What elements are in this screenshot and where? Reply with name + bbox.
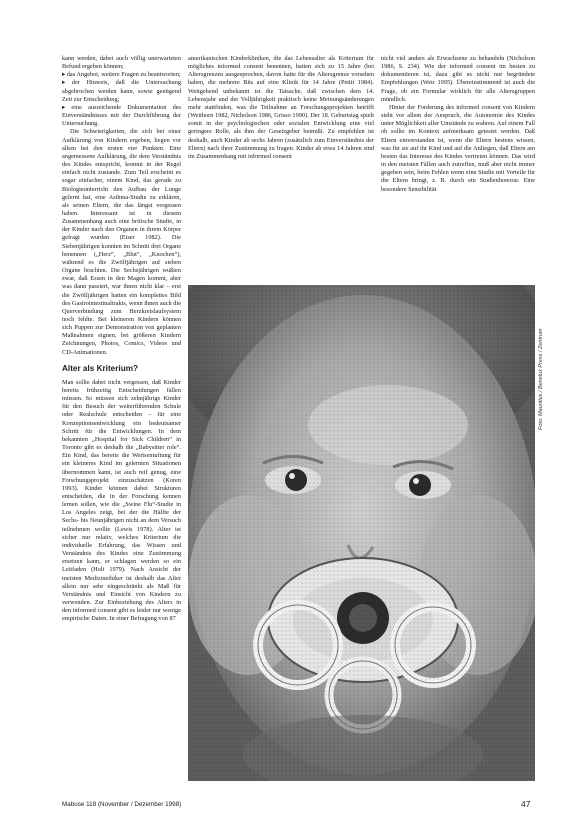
bullet-item: ▸ eine ausreichende Dokumentation des Einverständnisses mit der Durchführung der Untersuchung. [62, 104, 181, 128]
column3-paragraph: nicht viel anders als Erwachsene zu behandeln (Nicholson 1986, S. 234). Wie der informed consent im besten zu dokumentieren ist, dazu gibt es nicht nur begründete Empfehlungen (Weir 1995). Übereinstimmend ist auch die Frage, ob ein Formular wirklich für alle Altersgruppen mündlich. [381, 55, 535, 103]
journal-footer: Mabuse 118 (November / Dezember 1998) [62, 801, 182, 808]
bullet-item: ▸ der Hinweis, daß die Untersuchung abgebrochen werden kann, sowie genügend Zeit zur Entscheidung; [62, 79, 181, 103]
photo-credit: Foto: Mauritius / Benelux Press / Zentrum [538, 328, 544, 430]
bullet-item: ▸ das Angebot, weitere Fragen zu beantworten; [62, 71, 181, 79]
text-column-1 [62, 55, 181, 623]
baby-pacifier-photo [188, 285, 535, 781]
column1-paragraph-2: Man sollte dabei nicht vergessen, daß Kinder bereits frühzeitig Entscheidungen fällen müssen. So müssen sich zehnjährige Kinder für den Besuch der weiterführenden Schule oder Realschule entscheiden – für eine Konzeptionsentwicklung ein bedeutsamer Schritt für die Entwicklungen. In dem bekannten „Hospital for Sick Children“ in Toronto gibt es deshalb die „Babysitter role“. Ein Kind, das bereits die Wertsentuftung für ein kleineres Kind im gelernten Situationen übernommen kann, ist auch reif genug, eine Forschungsprojekt einzuschätzen (Koren 1993). Kinder können dabei Strukturen entscheiden, die in der Forschung kennen lernen sollen, wie die „Swine Flu“-Studie in Los Angeles zeigt, bei der die Hälfte der Sechs- bis Neunjährigen nicht an dem Versuch teilnehmen wollte (Lewis 1978). Alter ist sicher nur relativ, welches Kriterium die individuelle Erfahrung, das Wissen und Verständnis des Kindes eine Zustimmung ersetzen kann, er schlagen werden so ein Leitfaden (Holt 1979). Nach Ansicht der meisten Medizinethiker ist deshalb das Alter allein nur sehr eingeschränkt als Maß für Verständnis und Einsicht von Kindern zu verwenden. Zur Einbeziehung des Alters in den informed consent gibt es leider nur wenige empirische Daten. In einer Befragung von 87 [62, 378, 181, 623]
text-column-2 [188, 55, 374, 161]
column1-intro: kann werden, dabei auch völlig unerwarteten Befund ergeben können; [62, 55, 181, 71]
column2-paragraph: amerikanischen Kinderkliniken, die das Lebensalter als Kriterium für mögliches informed consent benennen, hatten sich zu 15 Jahre (bei Altersgrenzen ausgesprochen, davon hatte für die Altersgrenze vorsehen haben, die mehrere Bits auf eine Klinik für 14 Jahre (Pettit 1984). Weitgehend unbekannt ist die Tatsache, daß zwischen dem 14. Lebensjahr und der Volljährigkeit praktisch keine Meinungsänderungen mehr stattfinden, was die Teilnahme an Forschungsprojekten betrifft (Weithorn 1982, Nicholson 1986, Grisso 1990). Der 18. Geburtstag spielt somit in der psychologischen oder sozialen Entwicklung eine viel geringere Rolle, als ihm der Gesetzgeber beimißt. Zu empfehlen ist deshalb, auch Kinder ab sechs Jahren (zusätzlich zum Einverständnis der Eltern) nach ihrer Zustimmung zu fragen. Kinder ab etwa 14 Jahren sind im Zusammenhang mit informed consent [188, 55, 374, 160]
section-heading: Alter als Kriterium? [62, 363, 138, 373]
text-column-3 [381, 55, 535, 194]
column1-paragraph: Die Schwierigkeiten, die sich bei einer Aufklärung von Kindern ergeben, liegen vor allem bei den ersten vier Punkten. Eine angemessene Aufklärung, die dem Verständnis des Kindes entspricht, kommt in der Regel einfach nicht zustande. Zum Teil erscheint es sogar einfacher, einem Kind, das gerade zu Biologieunterricht den Aufbau der Lunge gelernt hat, eine Asthma-Studie zu erklären, als seinen Eltern, die das längst vergessen haben. Interessant ist in diesem Zusammenhang auch eine britische Studie, in der Kinder nach den Organen in ihrem Körper gefragt wurden (Eiser 1982). Die Siebenjährigen konnten im Schnitt drei Organe benennen („Herz“, „Blut“, „Knochen“), während es die Zwölfjährigen auf sieben Organe brachten. Die Sechsjährigen wußten zwar, daß Essen in den Magen kommt, aber was dann passiert, war ihnen nicht klar – erst die Zwölfjährigen hatten ein komplettes Bild des Gastrointestinaltrakts, wenn ihnen auch die Querverbindung zum Herzkreislaufsystem noch fehlte. Bei kleineren Kindern können sich Puppen zur Demonstration von geplanten Maßnahmen eignen, bei größeren Kindern Zeichnungen, Photos, Comics, Videos und CD-Animationen. [62, 128, 181, 356]
page-number: 47 [521, 799, 531, 809]
column3-paragraph-2: Hinter der Forderung des informed consent von Kindern steht vor allem der Anspruch, die Autonomie des Kindes unter Möglichkeit aller Umstände zu wahren. Auf einem Fall ob sollte im Kontext aufmerksam getestet werden. Daß Eltern einverstanden ist, wenn die Eltern bestens wissen, was für sie auf ihr Kind und auf die Anliegen, daß Eltern am besten das Interesse des Kindes vertreten können. Das wird in den meisten Fällen auch zutreffen, muß aber nicht immer gegeben sein, beim Fehlen wenn eine Studie mit Vorteile für die Eltern bringt, z. B. durch ein Studienhonorar. Eine besondere Sensibilität [381, 103, 535, 193]
